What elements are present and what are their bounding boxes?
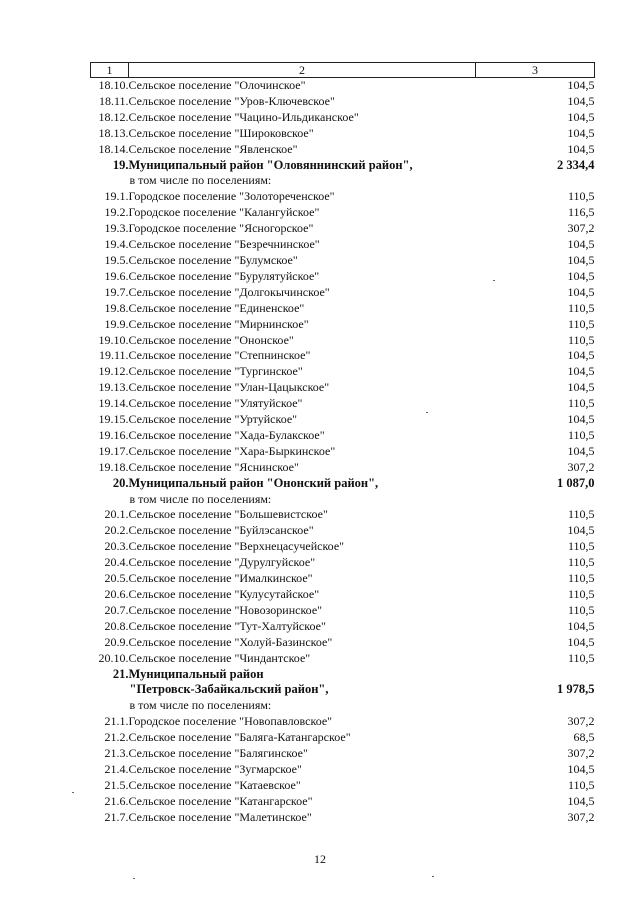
row-value: 110,5: [567, 555, 595, 570]
row-name: Сельское поселение "Катаевское": [128, 777, 301, 792]
row-value: 110,5: [567, 571, 595, 586]
row-name: Сельское поселение "Балягинское": [128, 746, 308, 761]
row-number: 21.4.: [104, 761, 129, 776]
row-number: 21.6.: [104, 793, 129, 808]
table-header-row: [91, 63, 595, 78]
column-header-name: 2: [129, 63, 476, 78]
row-value: 110,5: [567, 602, 595, 617]
table-row: [91, 189, 595, 205]
district-row: [91, 667, 595, 683]
row-name: Сельское поселение "Явленское": [128, 141, 298, 156]
district-row: [91, 682, 595, 698]
row-value: 104,5: [567, 268, 595, 283]
table-row: [91, 746, 595, 762]
row-number: 18.14.: [98, 141, 129, 156]
row-number: 21.3.: [104, 746, 129, 761]
table-row: [91, 301, 595, 317]
row-number: 18.11.: [98, 93, 129, 108]
row-name: Сельское поселение "Тут-Халтуйское": [128, 618, 326, 633]
row-name: Сельское поселение "Широковское": [128, 125, 314, 140]
row-name: Городское поселение "Золотореченское": [128, 189, 335, 204]
table-row: [91, 460, 595, 476]
row-number: 19.3.: [104, 221, 129, 236]
scan-speck: [72, 792, 74, 793]
row-number: 19.12.: [98, 364, 129, 379]
row-number: 19.16.: [98, 427, 129, 442]
row-name: Сельское поселение "Большевистское": [128, 507, 328, 522]
table-row: [91, 269, 595, 285]
row-value: 2 334,4: [557, 157, 595, 172]
row-name: Сельское поселение "Булумское": [128, 252, 298, 267]
table-row: [91, 714, 595, 730]
row-number: 20.9.: [104, 634, 129, 649]
page-number: 12: [314, 852, 326, 866]
row-number: 20.: [112, 475, 129, 490]
row-name: Сельское поселение "Олочинское": [128, 78, 306, 92]
row-name: Городское поселение "Ясногорское": [128, 221, 314, 236]
row-value: 307,2: [567, 459, 595, 474]
row-number: 19.1.: [104, 189, 129, 204]
row-number: 20.8.: [104, 618, 129, 633]
row-value: 307,2: [567, 809, 595, 824]
row-name: Сельское поселение "Холуй-Базинское": [128, 634, 333, 649]
row-number: 19.15.: [98, 412, 129, 427]
scan-speck: [432, 876, 434, 877]
row-name: Сельское поселение "Бурулятуйское": [128, 268, 320, 283]
row-value: 1 087,0: [557, 475, 595, 490]
row-value: 104,5: [567, 125, 595, 140]
row-number: 20.4.: [104, 555, 129, 570]
row-name: Сельское поселение "Дурулгуйское": [128, 555, 316, 570]
row-name: Сельское поселение "Малетинское": [128, 809, 312, 824]
row-name: Сельское поселение "Хара-Быркинское": [128, 443, 336, 458]
row-value: 104,5: [567, 634, 595, 649]
row-name: Сельское поселение "Ималкинское": [128, 571, 313, 586]
row-name: Сельское поселение "Чацино-Ильдиканское": [128, 109, 359, 124]
row-name: Сельское поселение "Чиндантское": [128, 650, 311, 665]
row-name: Сельское поселение "Улятуйское": [128, 396, 303, 411]
row-name: Сельское поселение "Мирнинское": [128, 316, 309, 331]
table-body: [91, 78, 595, 826]
row-value: 307,2: [567, 714, 595, 729]
row-number: [91, 173, 129, 189]
row-value: 110,5: [567, 650, 595, 665]
row-number: 19.14.: [98, 396, 129, 411]
table-row: [91, 587, 595, 603]
row-name: Сельское поселение "Катангарское": [128, 793, 313, 808]
table-row: [91, 348, 595, 364]
row-name: Городское поселение "Калангуйское": [128, 205, 320, 220]
row-number: 21.1.: [104, 714, 129, 729]
row-number: 18.10.: [98, 78, 129, 92]
table-row: [91, 523, 595, 539]
row-number: 20.6.: [104, 587, 129, 601]
row-number: 20.2.: [104, 523, 129, 538]
row-number: 19.10.: [98, 332, 129, 347]
row-value: 110,5: [567, 539, 595, 554]
column-header-value: 3: [476, 63, 595, 78]
table-row: [91, 507, 595, 523]
table-row: [91, 205, 595, 221]
row-value: 110,5: [567, 507, 595, 522]
table-row: [91, 285, 595, 301]
row-number: 19.11.: [98, 348, 129, 363]
row-name: Сельское поселение "Уров-Ключевское": [128, 93, 335, 108]
row-value: 110,5: [567, 396, 595, 411]
row-value: 104,5: [567, 93, 595, 108]
column-header-number: 1: [91, 63, 129, 78]
row-value: 104,5: [567, 237, 595, 252]
table-row: [91, 142, 595, 158]
row-number: 19.17.: [98, 443, 129, 458]
row-value: 104,5: [567, 141, 595, 156]
table-row: [91, 635, 595, 651]
table-row: [91, 94, 595, 110]
row-name: Сельское поселение "Верхнецасучейское": [128, 539, 345, 554]
row-number: 18.12.: [98, 109, 129, 124]
table-row: [91, 762, 595, 778]
row-value: 110,5: [567, 777, 595, 792]
table-row: [91, 810, 595, 826]
row-number: [91, 698, 129, 714]
row-value: 104,5: [567, 618, 595, 633]
row-value: 110,5: [567, 587, 595, 601]
district-row: [91, 476, 595, 492]
row-name: Сельское поселение "Кулусутайское": [128, 587, 320, 601]
row-number: [91, 492, 129, 508]
row-number: 20.3.: [104, 539, 129, 554]
row-value: 110,5: [567, 300, 595, 315]
table-row: [91, 555, 595, 571]
row-value: 104,5: [567, 412, 595, 427]
row-name: Сельское поселение "Степнинское": [128, 348, 311, 363]
table-row: [91, 364, 595, 380]
row-value: 104,5: [567, 761, 595, 776]
district-row: [91, 158, 595, 174]
row-number: 20.10.: [98, 650, 129, 665]
row-name: Сельское поселение "Безречнинское": [128, 237, 320, 252]
table-row: [91, 730, 595, 746]
row-number: 18.13.: [98, 125, 129, 140]
row-name: Сельское поселение "Новозоринское": [128, 602, 323, 617]
row-value: 1 978,5: [557, 682, 595, 697]
row-number: 19.13.: [98, 380, 129, 395]
allocation-table: [90, 62, 595, 826]
scan-speck: [133, 878, 135, 879]
table-row: [91, 333, 595, 349]
subheading-row: [91, 698, 595, 714]
table-row: [91, 571, 595, 587]
row-value: [476, 173, 595, 189]
row-value: 104,5: [567, 443, 595, 458]
row-value: 110,5: [567, 427, 595, 442]
table-row: [91, 317, 595, 333]
row-name: Сельское поселение "Тургинское": [128, 364, 303, 379]
row-name: Сельское поселение "Единенское": [128, 300, 305, 315]
row-number: [91, 682, 129, 698]
table-row: [91, 428, 595, 444]
row-name: Городское поселение "Новопавловское": [128, 714, 333, 729]
scan-speck: [493, 280, 495, 281]
row-number: 20.7.: [104, 602, 129, 617]
table-row: [91, 619, 595, 635]
table-row: [91, 380, 595, 396]
table-row: [91, 110, 595, 126]
row-value: 104,5: [567, 793, 595, 808]
district-name: Муниципальный район: [128, 666, 264, 681]
row-number: 19.8.: [104, 300, 129, 315]
table-row: [91, 412, 595, 428]
row-name: Сельское поселение "Улан-Цацыкское": [128, 380, 330, 395]
row-value: 104,5: [567, 109, 595, 124]
row-number: 19.5.: [104, 252, 129, 267]
subheading-text: в том числе по поселениям:: [129, 698, 272, 713]
row-number: 21.: [112, 666, 129, 681]
row-number: 19.: [112, 157, 129, 172]
row-number: 20.5.: [104, 571, 129, 586]
row-name: Сельское поселение "Ононское": [128, 332, 294, 347]
row-name: Сельское поселение "Хада-Булакское": [128, 427, 325, 442]
row-value: 104,5: [567, 523, 595, 538]
row-value: [476, 698, 595, 714]
table-row: [91, 253, 595, 269]
table-row: [91, 444, 595, 460]
table-row: [91, 78, 595, 94]
row-value: 68,5: [573, 730, 595, 745]
row-number: 20.1.: [104, 507, 129, 522]
row-value: 104,5: [567, 284, 595, 299]
row-value: 104,5: [567, 252, 595, 267]
row-value: 116,5: [567, 205, 595, 220]
row-name: Сельское поселение "Яснинское": [128, 459, 299, 474]
table-row: [91, 237, 595, 253]
row-number: 19.7.: [104, 284, 129, 299]
row-number: 19.9.: [104, 316, 129, 331]
subheading-text: в том числе по поселениям:: [129, 173, 272, 188]
row-name: Сельское поселение "Баляга-Катангарское": [128, 730, 351, 745]
district-name: Муниципальный район "Оловяннинский район",: [128, 157, 413, 172]
row-value: [476, 492, 595, 508]
district-name: Муниципальный район "Ононский район",: [128, 475, 379, 490]
row-number: 21.5.: [104, 777, 129, 792]
row-name: Сельское поселение "Зугмарское": [128, 761, 302, 776]
row-value: 110,5: [567, 316, 595, 331]
row-value: 104,5: [567, 78, 595, 92]
row-name: Сельское поселение "Буйлэсанское": [128, 523, 314, 538]
table-row: [91, 221, 595, 237]
table-row: [91, 603, 595, 619]
scan-speck: [426, 412, 428, 413]
row-number: 19.4.: [104, 237, 129, 252]
table-row: [91, 539, 595, 555]
subheading-row: [91, 492, 595, 508]
row-value: 110,5: [567, 332, 595, 347]
row-value: 104,5: [567, 348, 595, 363]
row-value: 104,5: [567, 380, 595, 395]
table-row: [91, 126, 595, 142]
table-row: [91, 651, 595, 667]
row-value: 307,2: [567, 221, 595, 236]
table-row: [91, 396, 595, 412]
row-number: 21.7.: [104, 809, 129, 824]
row-value: 307,2: [567, 746, 595, 761]
district-name: "Петровск-Забайкальский район",: [129, 682, 329, 697]
subheading-row: [91, 173, 595, 189]
row-name: Сельское поселение "Уртуйское": [128, 412, 298, 427]
row-value: 110,5: [567, 189, 595, 204]
row-value: 104,5: [567, 364, 595, 379]
row-number: 19.6.: [104, 268, 129, 283]
subheading-text: в том числе по поселениям:: [129, 491, 272, 506]
table-row: [91, 778, 595, 794]
row-number: 19.18.: [98, 459, 129, 474]
row-number: 21.2.: [104, 730, 129, 745]
row-value: [476, 667, 595, 683]
row-name: Сельское поселение "Долгокычинское": [128, 284, 330, 299]
table-row: [91, 794, 595, 810]
row-number: 19.2.: [104, 205, 129, 220]
